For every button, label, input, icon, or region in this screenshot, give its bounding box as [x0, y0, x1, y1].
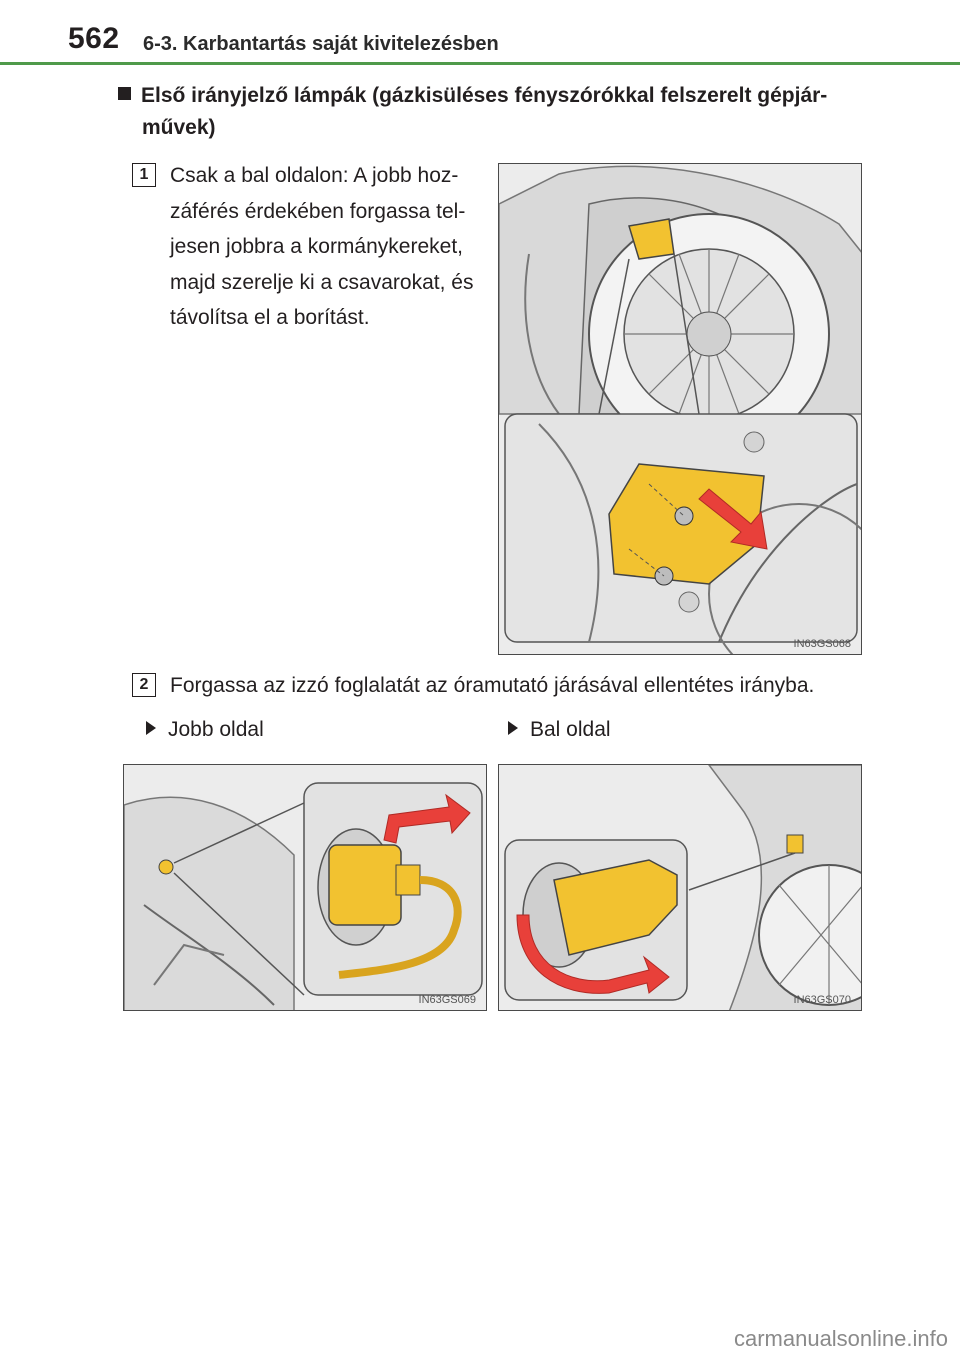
figure-code: IN63GS068	[793, 638, 851, 650]
step-2-text: Forgassa az izzó foglalatát az óramutató járásával ellentétes irányba.	[170, 674, 815, 697]
figure-right-side-bulb	[123, 764, 487, 1011]
step-1-line: Csak a bal oldalon: A jobb hoz-	[170, 164, 459, 187]
heading-line-2: művek)	[142, 116, 216, 139]
step-1-line: majd szerelje ki a csavarokat, és	[170, 270, 474, 294]
triangle-bullet-icon	[508, 721, 518, 735]
page-header	[0, 0, 960, 62]
left-side-bulb-illustration	[499, 765, 862, 1011]
watermark: carmanualsonline.info	[733, 1326, 948, 1351]
step-number-1: 1	[132, 163, 156, 187]
sub-label-text: Jobb oldal	[168, 718, 264, 741]
heading-line-1: Első irányjelző lámpák (gázkisüléses fényszórókkal felszerelt gépjár-	[141, 84, 828, 107]
step-1-text	[170, 158, 490, 336]
header-rule	[0, 62, 960, 65]
square-bullet-icon	[118, 87, 131, 100]
sub-label-left-side	[508, 718, 611, 742]
sub-label-right-side	[146, 718, 264, 742]
step-1-line: távolítsa el a borítást.	[170, 306, 370, 329]
figure-wheel-cover	[498, 163, 862, 655]
page-number: 562	[68, 22, 120, 55]
right-side-bulb-illustration	[124, 765, 487, 1011]
step-1-line: záférés érdekében forgassa tel-	[170, 199, 466, 223]
figure-left-side-bulb	[498, 764, 862, 1011]
step-number-2: 2	[132, 673, 156, 697]
step-1-line: jesen jobbra a kormánykereket,	[170, 235, 463, 258]
sub-label-text: Bal oldal	[530, 718, 611, 741]
section-heading	[118, 80, 878, 144]
triangle-bullet-icon	[146, 721, 156, 735]
figure-code: IN63GS070	[793, 994, 851, 1006]
figure-code: IN63GS069	[418, 994, 476, 1006]
section-title: 6-3. Karbantartás saját kivitelezésben	[143, 33, 499, 55]
wheel-arch-illustration	[499, 164, 862, 655]
